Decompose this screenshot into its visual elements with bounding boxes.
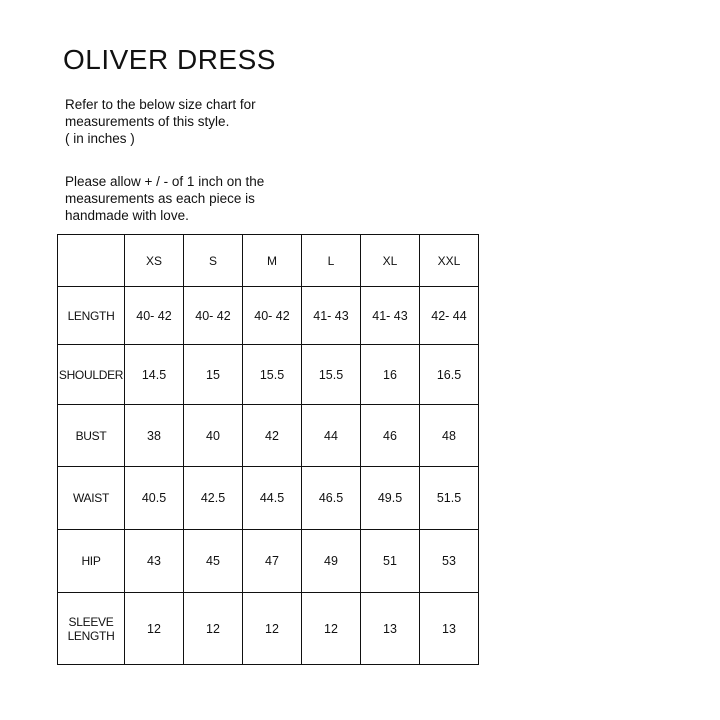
value-cell: 15.5 bbox=[243, 345, 302, 405]
row-label-line: LENGTH bbox=[67, 628, 115, 643]
value-cell: 12 bbox=[125, 593, 184, 665]
value-cell: 12 bbox=[302, 593, 361, 665]
row-label-cell bbox=[58, 593, 125, 665]
value-cell: 38 bbox=[125, 405, 184, 467]
value-cell: 43 bbox=[125, 530, 184, 593]
intro-text bbox=[65, 96, 256, 147]
intro-line: ( in inches ) bbox=[65, 131, 135, 146]
value-cell: 46.5 bbox=[302, 467, 361, 530]
value-cell: 47 bbox=[243, 530, 302, 593]
value-cell: 42- 44 bbox=[420, 287, 479, 345]
row-label-cell: WAIST bbox=[58, 467, 125, 530]
value-cell: 15 bbox=[184, 345, 243, 405]
value-cell: 53 bbox=[420, 530, 479, 593]
value-cell: 13 bbox=[361, 593, 420, 665]
note-line: Please allow + / - of 1 inch on the bbox=[65, 174, 265, 189]
value-cell: 40- 42 bbox=[125, 287, 184, 345]
size-header-cell: S bbox=[184, 235, 243, 287]
value-cell: 15.5 bbox=[302, 345, 361, 405]
value-cell: 49.5 bbox=[361, 467, 420, 530]
note-line: handmade with love. bbox=[65, 208, 189, 223]
row-label-line: SLEEVE bbox=[68, 614, 114, 629]
value-cell: 12 bbox=[184, 593, 243, 665]
value-cell: 40- 42 bbox=[243, 287, 302, 345]
row-label-cell: SHOULDER bbox=[58, 345, 125, 405]
intro-line: Refer to the below size chart for bbox=[65, 97, 256, 112]
table-row bbox=[58, 530, 479, 593]
value-cell: 51 bbox=[361, 530, 420, 593]
value-cell: 51.5 bbox=[420, 467, 479, 530]
value-cell: 40 bbox=[184, 405, 243, 467]
size-header-cell: XS bbox=[125, 235, 184, 287]
table-row bbox=[58, 467, 479, 530]
page-title: OLIVER DRESS bbox=[63, 44, 276, 75]
intro-line: measurements of this style. bbox=[65, 114, 230, 129]
value-cell: 46 bbox=[361, 405, 420, 467]
value-cell: 41- 43 bbox=[361, 287, 420, 345]
table-row bbox=[58, 593, 479, 665]
value-cell: 13 bbox=[420, 593, 479, 665]
value-cell: 14.5 bbox=[125, 345, 184, 405]
note-line: measurements as each piece is bbox=[65, 191, 255, 206]
size-header-cell: XL bbox=[361, 235, 420, 287]
value-cell: 49 bbox=[302, 530, 361, 593]
value-cell: 42.5 bbox=[184, 467, 243, 530]
header-corner-cell bbox=[58, 235, 125, 287]
value-cell: 40.5 bbox=[125, 467, 184, 530]
size-header-cell: L bbox=[302, 235, 361, 287]
value-cell: 48 bbox=[420, 405, 479, 467]
row-label-cell: LENGTH bbox=[58, 287, 125, 345]
value-cell: 44 bbox=[302, 405, 361, 467]
row-label-cell: HIP bbox=[58, 530, 125, 593]
table-row bbox=[58, 405, 479, 467]
size-header-cell: M bbox=[243, 235, 302, 287]
value-cell: 12 bbox=[243, 593, 302, 665]
value-cell: 41- 43 bbox=[302, 287, 361, 345]
value-cell: 16 bbox=[361, 345, 420, 405]
value-cell: 42 bbox=[243, 405, 302, 467]
tolerance-note bbox=[65, 173, 264, 224]
table-row bbox=[58, 345, 479, 405]
table-header-row bbox=[58, 235, 479, 287]
value-cell: 16.5 bbox=[420, 345, 479, 405]
size-chart-table bbox=[57, 234, 479, 665]
value-cell: 44.5 bbox=[243, 467, 302, 530]
row-label-cell: BUST bbox=[58, 405, 125, 467]
value-cell: 45 bbox=[184, 530, 243, 593]
table-row bbox=[58, 287, 479, 345]
size-header-cell: XXL bbox=[420, 235, 479, 287]
value-cell: 40- 42 bbox=[184, 287, 243, 345]
